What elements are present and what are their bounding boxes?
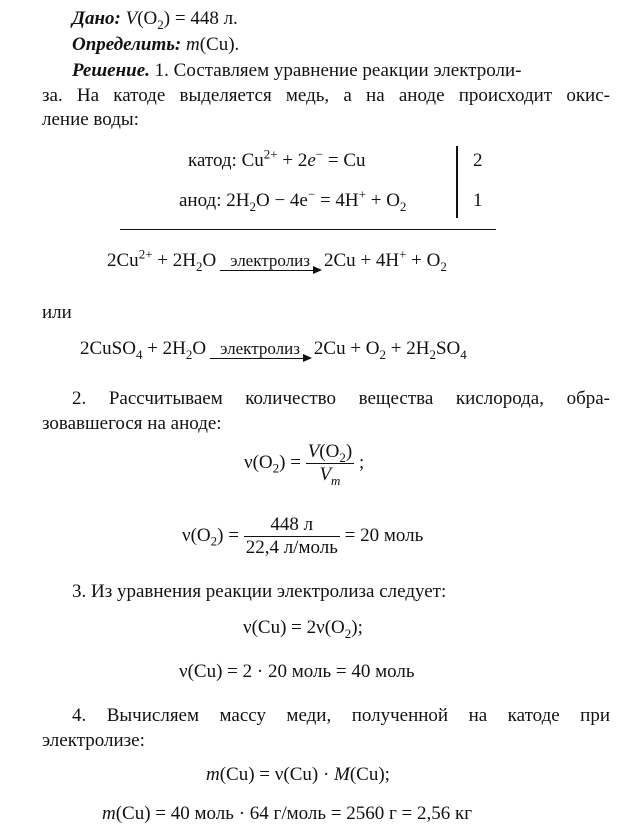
determine-line: [72, 34, 239, 56]
cathode-product: = Cu: [323, 150, 366, 171]
step1-text-2: за. На катоде выделяется медь, а на аноде происходит окис-: [42, 85, 610, 106]
step4-text-2: электролизе:: [42, 730, 145, 751]
ionic-right-a: 2Cu + 4H: [323, 250, 400, 271]
step1-text-1: 1. Составляем уравнение реакции электроли-: [154, 60, 522, 81]
anode-electron-charge: −: [307, 186, 316, 202]
anode-prefix: анод: 2H: [179, 190, 250, 211]
calc-lhs-end: ) =: [217, 524, 239, 546]
ionic-left-a: 2Cu: [107, 250, 139, 271]
volume-arg-sub: 2: [157, 16, 164, 32]
mass-symbol: m: [186, 34, 200, 55]
step3-text-1: 3. Из уравнения реакции электролиза следует:: [72, 581, 447, 602]
cathode-charge: 2+: [263, 146, 278, 162]
given-label: Дано:: [72, 8, 121, 29]
formula-lhs-end: ) =: [279, 451, 301, 473]
ionic-left-b: + 2H: [152, 250, 196, 271]
calc-numerator: 448 л: [270, 514, 314, 535]
formula-lhs-sub: 2: [272, 460, 280, 476]
formula-lhs: ν(O: [244, 451, 273, 473]
step3-eq-2: ν(Cu) = 2 · 20 моль = 40 моль: [179, 661, 415, 682]
mol-right-a-sub: 2: [379, 346, 387, 362]
cathode-reaction: [188, 146, 366, 172]
ionic-equation: [107, 246, 447, 274]
coefficient-divider: [456, 146, 458, 218]
step3-eq1-a: ν(Cu) = 2ν(O: [243, 617, 345, 638]
molecular-equation: [80, 338, 467, 360]
calc-fraction: [244, 514, 340, 559]
formula-denominator: [306, 463, 355, 486]
step4-eq2-rest: (Cu) = 40 моль · 64 г/моль = 2560 г = 2,56 кг: [115, 803, 473, 824]
anode-o-sub: 2: [399, 198, 407, 214]
anode-h-sub: 2: [249, 198, 256, 214]
cathode-coefficient: 2: [473, 150, 483, 171]
formula-num-arg: (O: [319, 441, 340, 462]
calc-oxygen-amount: [182, 514, 423, 559]
anode-tail: + O: [365, 190, 400, 211]
step3-eq1-end: );: [351, 617, 363, 638]
formula-fraction: [306, 441, 355, 486]
arrow-label: электролиз: [230, 251, 310, 270]
cathode-electron: e: [307, 150, 316, 171]
step3-eq1-sub: 2: [344, 625, 352, 641]
mol-right-b-sub: 2: [429, 346, 436, 362]
volume-value: ) = 448 л.: [163, 8, 238, 29]
anode-reaction: [179, 186, 407, 214]
electrolysis-arrow: [220, 252, 320, 271]
ionic-left-c: O: [202, 250, 217, 271]
mol-left-b-sub: 2: [185, 346, 193, 362]
or-word: или: [42, 302, 72, 323]
step4-eq2-m: m: [102, 803, 116, 824]
calc-denominator: 22,4 л/моль: [245, 537, 338, 558]
calc-lhs: ν(O: [182, 524, 211, 546]
step4-eq1-mid: (Cu) = ν(Cu) ·: [219, 764, 335, 785]
mol-left-b: + 2H: [142, 338, 186, 359]
solution-label: Решение.: [72, 60, 150, 81]
cathode-prefix: катод: Cu: [188, 150, 264, 171]
formula-num-end: ): [345, 441, 353, 462]
step4-text-1: 4. Вычисляем массу меди, полученной на катоде при: [72, 705, 610, 726]
formula-numerator: [306, 441, 355, 463]
arrow-label: электролиз: [220, 339, 300, 358]
calc-lhs-sub: 2: [210, 533, 218, 549]
electrolysis-arrow: [210, 340, 310, 359]
volume-symbol: V: [125, 8, 138, 29]
mol-left-a-sub: 4: [135, 346, 143, 362]
cathode-plus: + 2: [277, 150, 308, 171]
ionic-left-a-charge: 2+: [138, 246, 153, 262]
determine-label: Определить:: [72, 34, 182, 55]
ionic-right-b: + O: [406, 250, 441, 271]
step4-eq-1: [206, 764, 390, 786]
formula-num-sub: 2: [339, 449, 346, 465]
mol-left-a: 2CuSO: [80, 338, 136, 359]
step2-text-1: 2. Рассчитываем количество вещества кислорода, обра-: [72, 388, 610, 409]
mol-right-a: 2Cu + O: [313, 338, 380, 359]
ionic-right-b-sub: 2: [440, 258, 447, 274]
calc-result: = 20 моль: [344, 524, 424, 546]
step4-eq1-end: (Cu);: [349, 764, 390, 785]
mol-right-c-sub: 4: [460, 346, 467, 362]
solution-line-1: [72, 60, 521, 82]
anode-h-charge: +: [358, 186, 366, 202]
formula-den-symbol: V: [319, 464, 332, 485]
anode-mid: O − 4e: [255, 190, 308, 211]
arrow-line: [210, 358, 304, 359]
mass-arg: (Cu).: [199, 34, 240, 55]
given-line: [72, 8, 238, 30]
formula-end: ;: [358, 451, 365, 473]
step4-eq1-molar: M: [334, 764, 350, 785]
mol-left-c: O: [192, 338, 207, 359]
step2-text-2: зовавшегося на аноде:: [42, 413, 222, 434]
ionic-left-b-sub: 2: [195, 258, 203, 274]
step4-eq1-m: m: [206, 764, 220, 785]
sum-line: [120, 229, 496, 230]
mol-right-c: SO: [435, 338, 461, 359]
step1-text-3: ление воды:: [42, 109, 139, 130]
cathode-electron-charge: −: [315, 146, 324, 162]
ionic-right-a-charge: +: [399, 246, 407, 262]
anode-coefficient: 1: [473, 190, 483, 211]
formula-den-sub: m: [331, 472, 341, 488]
arrow-line: [220, 270, 314, 271]
step4-eq-2: [102, 803, 472, 825]
formula-oxygen-amount: [244, 441, 364, 486]
volume-arg: (O: [137, 8, 158, 29]
mol-right-b: + 2H: [386, 338, 430, 359]
formula-num-symbol: V: [307, 441, 320, 462]
anode-eq: = 4H: [315, 190, 359, 211]
step3-eq-1: [243, 617, 363, 639]
